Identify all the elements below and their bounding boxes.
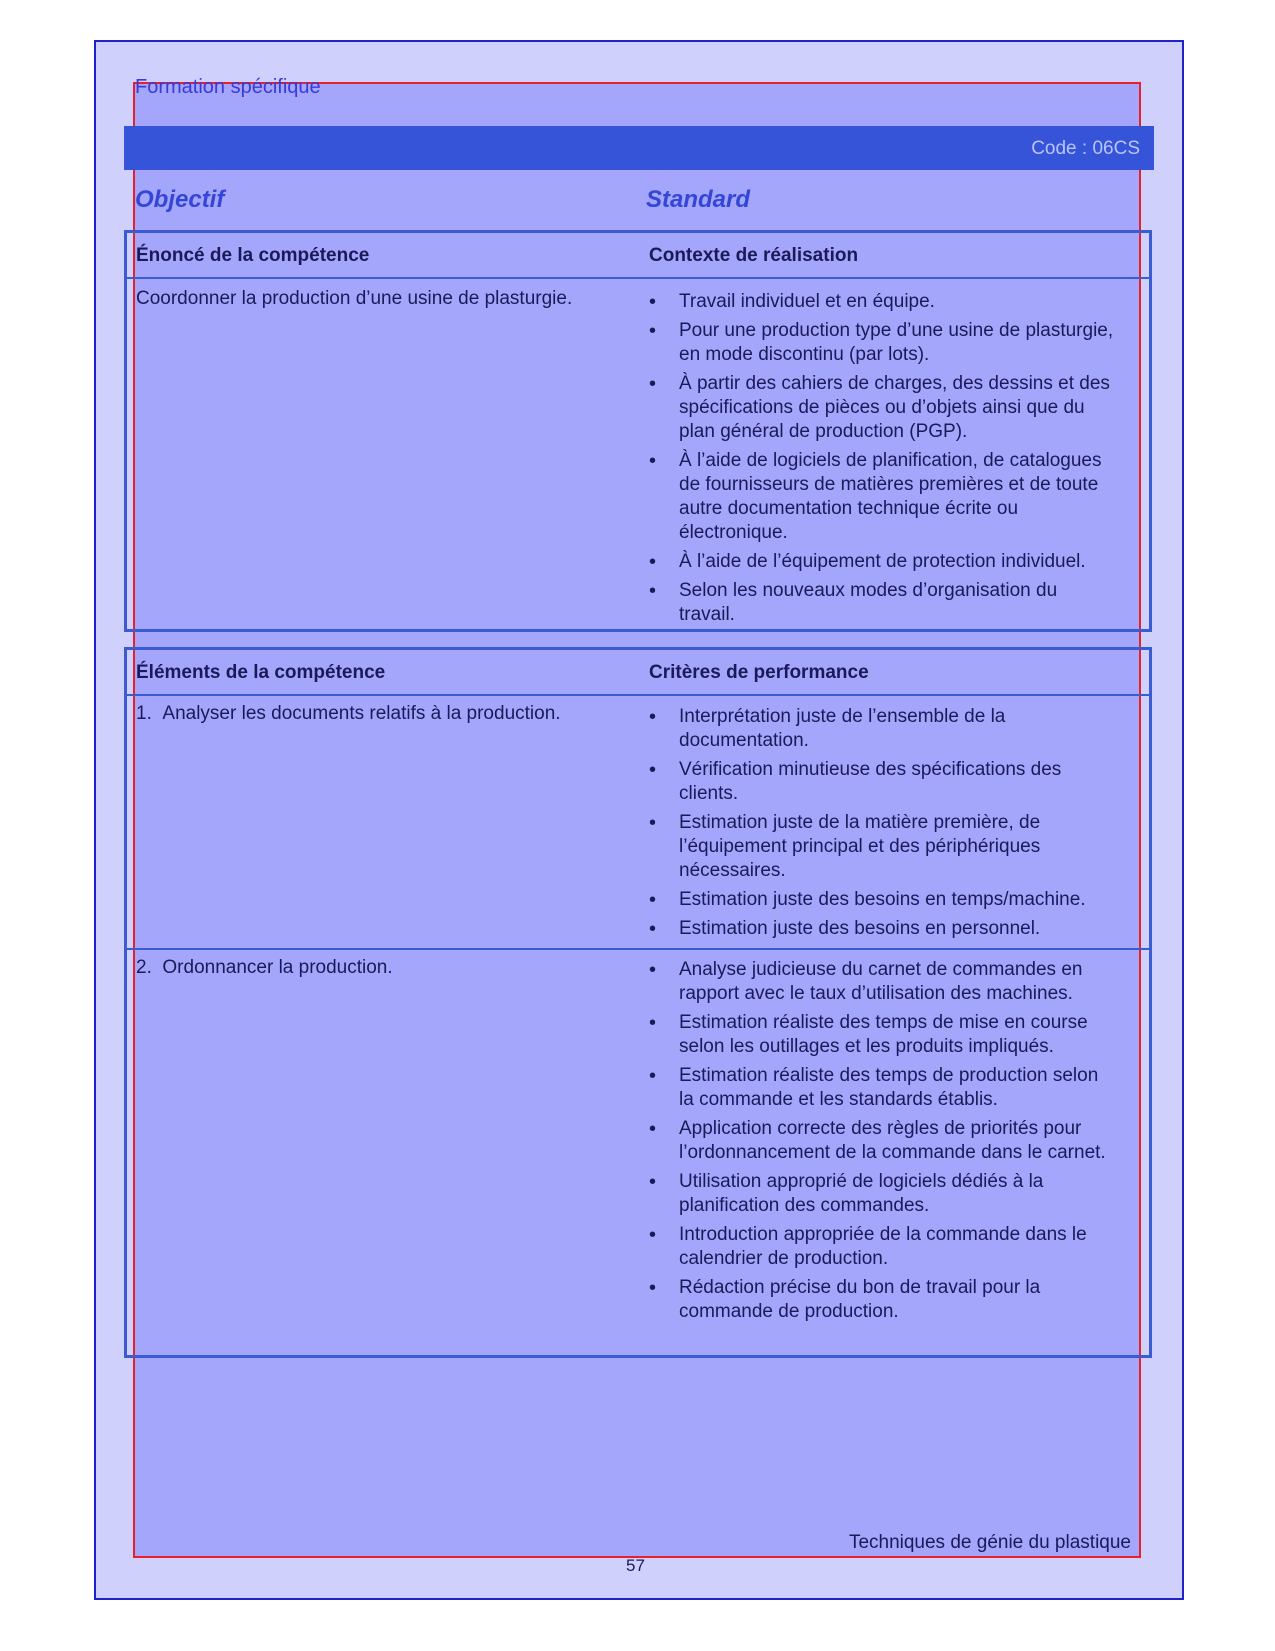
competency-code: Code : 06CS (1031, 138, 1140, 159)
bullet-item: • À l’aide de logiciels de planification, de catalogues de fournisseurs de matières premières et de toute autre documentation technique écrite ou électronique. (649, 449, 1114, 545)
bullet-item: • À partir des cahiers de charges, des dessins et des spécifications de pièces ou d’objets ainsi que du plan général de production (PGP). (649, 372, 1114, 444)
competency-statement: Coordonner la production d’une usine de plasturgie. (136, 288, 573, 309)
context-header: Contexte de réalisation (649, 245, 859, 266)
bullet-item: • Selon les nouveaux modes d’organisation du travail. (649, 579, 1114, 627)
bullet-item: • Interprétation juste de l’ensemble de la documentation. (649, 705, 1114, 753)
section-title: Formation spécifique (135, 76, 321, 98)
bullet-item: • Utilisation approprié de logiciels dédiés à la planification des commandes. (649, 1170, 1114, 1218)
table-header-row (127, 233, 1149, 279)
bullet-item: • Estimation juste des besoins en temps/machine. (649, 888, 1114, 912)
competency-statement-table (124, 230, 1152, 632)
bullet-item: • Rédaction précise du bon de travail pour la commande de production. (649, 1276, 1114, 1324)
context-list (649, 290, 1114, 632)
bullet-item: • Estimation juste des besoins en personnel. (649, 917, 1114, 941)
row-divider (127, 948, 1149, 950)
element-2-criteria (649, 958, 1114, 1329)
table-header-row (127, 650, 1149, 696)
element-1-criteria (649, 705, 1114, 946)
code-bar (124, 126, 1154, 170)
page-number: 57 (626, 1556, 645, 1575)
standard-heading: Standard (646, 186, 751, 213)
criteria-header: Critères de performance (649, 662, 869, 683)
program-name: Techniques de génie du plastique (848, 1532, 1131, 1553)
bullet-item: • Introduction appropriée de la commande dans le calendrier de production. (649, 1223, 1114, 1271)
bullet-item: • Estimation réaliste des temps de mise en course selon les outillages et les produits impliqués. (649, 1011, 1114, 1059)
element-2-label: 2. Ordonnancer la production. (136, 957, 393, 978)
objective-heading: Objectif (135, 186, 225, 213)
bullet-item: • Estimation juste de la matière première, de l’équipement principal et des périphériques nécessaires. (649, 811, 1114, 883)
performance-table (124, 647, 1152, 1358)
bullet-item: • Estimation réaliste des temps de production selon la commande et les standards établis. (649, 1064, 1114, 1112)
bullet-item: • Travail individuel et en équipe. (649, 290, 1114, 314)
bullet-item: • Application correcte des règles de priorités pour l’ordonnancement de la commande dans le carnet. (649, 1117, 1114, 1165)
bullet-item: • Analyse judicieuse du carnet de commandes en rapport avec le taux d’utilisation des machines. (649, 958, 1114, 1006)
bullet-item: • À l’aide de l’équipement de protection individuel. (649, 550, 1114, 574)
bullet-item: • Vérification minutieuse des spécifications des clients. (649, 758, 1114, 806)
statement-header: Énoncé de la compétence (136, 245, 370, 266)
element-1-label: 1. Analyser les documents relatifs à la production. (136, 703, 561, 724)
elements-header: Éléments de la compétence (136, 662, 386, 683)
bullet-item: • Pour une production type d’une usine de plasturgie, en mode discontinu (par lots). (649, 319, 1114, 367)
